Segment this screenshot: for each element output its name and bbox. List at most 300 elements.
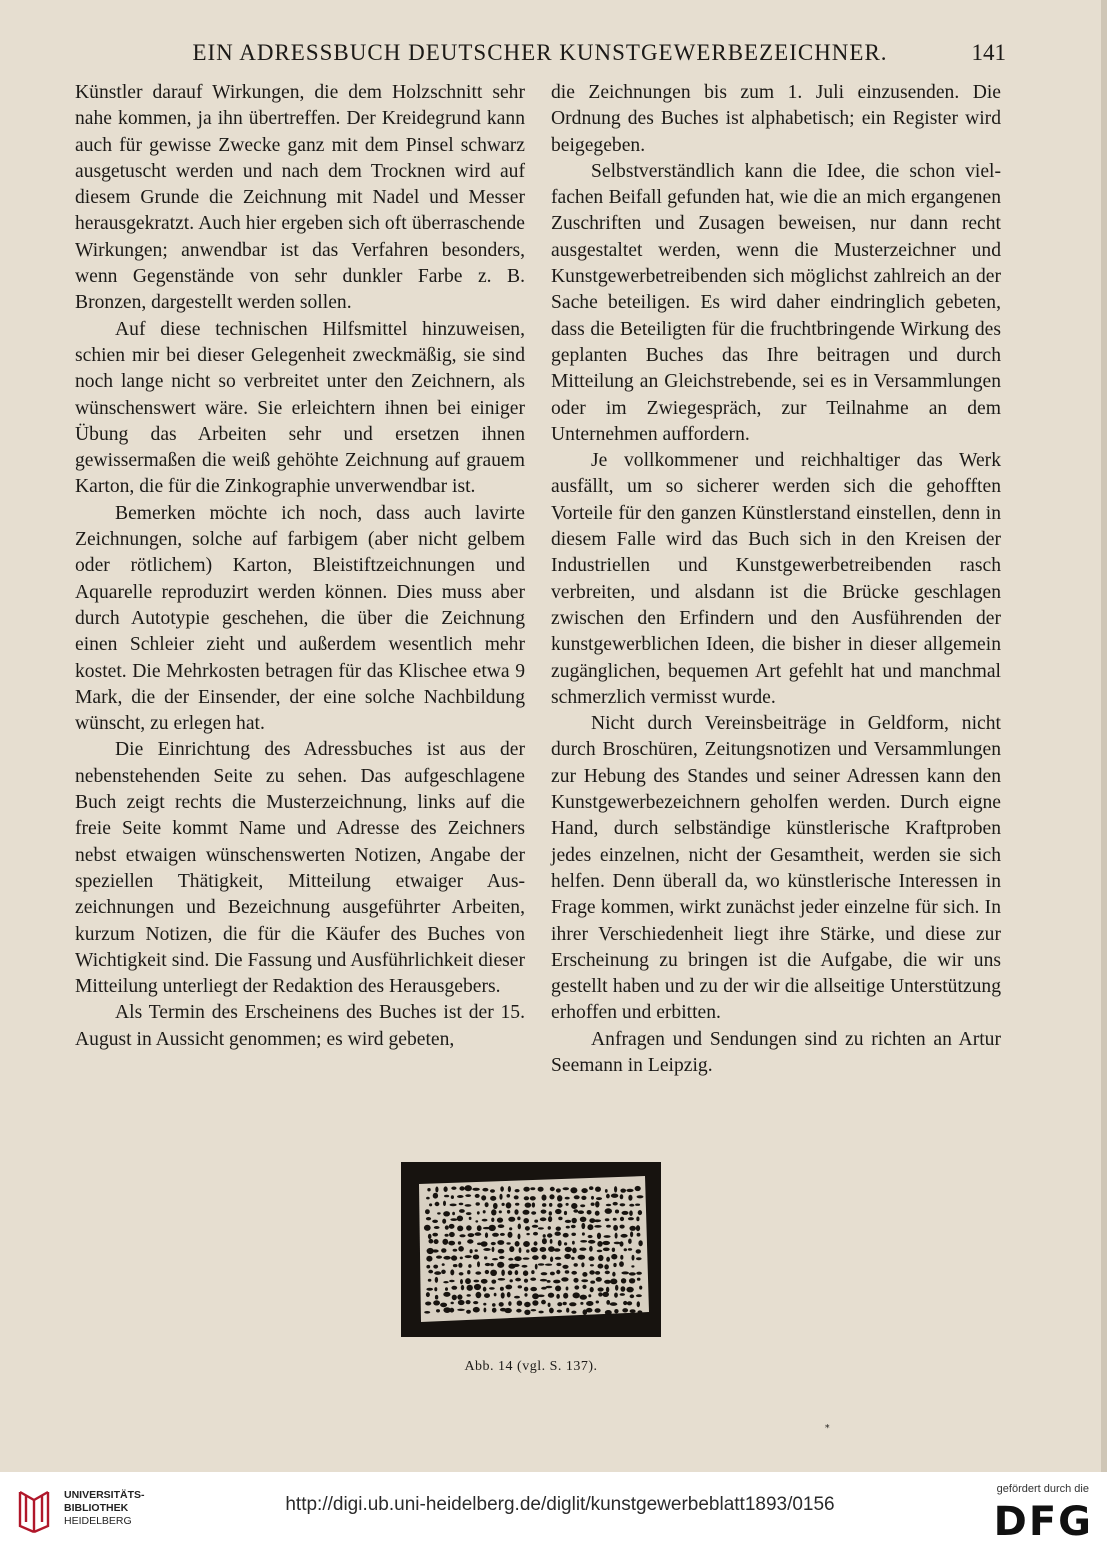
lace-hole [475,1220,478,1222]
lace-hole [481,1241,488,1247]
lace-hole [605,1310,612,1315]
lace-hole [433,1300,440,1305]
lace-hole [637,1301,640,1307]
lace-hole [636,1294,642,1297]
lace-hole [434,1271,441,1275]
lace-hole [485,1263,491,1266]
lace-hole [518,1285,522,1288]
lace-hole [550,1272,555,1276]
lace-hole [524,1302,531,1307]
lace-hole [582,1272,587,1277]
lace-hole [499,1210,502,1213]
lace-hole [444,1186,448,1192]
lace-hole [606,1257,610,1262]
lace-hole [465,1255,472,1258]
lace-hole [591,1203,595,1206]
lace-hole [540,1279,547,1282]
lace-hole [578,1210,584,1214]
lace-hole [620,1293,625,1296]
lace-hole [477,1261,480,1267]
lace-hole [555,1209,562,1214]
lace-hole [491,1280,496,1284]
lace-hole [484,1293,490,1298]
lace-hole [433,1193,438,1199]
lace-hole [426,1292,430,1297]
lace-hole [523,1257,530,1259]
lace-hole [638,1210,642,1215]
lace-hole [445,1287,448,1291]
lace-hole [581,1223,585,1229]
lace-hole [442,1263,445,1266]
lace-hole [596,1301,599,1304]
lace-hole [434,1287,437,1291]
lace-hole [524,1287,528,1292]
lace-hole [476,1202,480,1205]
lace-hole [548,1216,552,1222]
lace-hole [518,1234,521,1240]
lace-hole [620,1203,626,1206]
lace-hole [565,1247,572,1252]
lace-hole [523,1241,530,1247]
lace-hole [558,1217,562,1221]
lace-hole [549,1194,554,1199]
lace-hole [566,1203,569,1206]
lace-hole [530,1278,536,1281]
lace-hole [500,1287,504,1291]
lace-hole [493,1203,498,1209]
lace-hole [602,1241,610,1245]
lace-hole [621,1286,626,1292]
left-column [75,80,525,1053]
lace-hole [588,1235,593,1238]
lace-hole [550,1256,553,1262]
lace-hole [515,1241,520,1247]
figure-caption: Abb. 14 (vgl. S. 137). [464,1359,598,1374]
lace-hole [435,1202,440,1206]
lace-hole [506,1242,510,1244]
lace-hole [500,1186,504,1191]
lace-hole [621,1271,629,1274]
lace-hole [557,1195,562,1201]
lace-hole [561,1277,568,1281]
lace-hole [465,1194,471,1197]
lace-hole [491,1242,496,1245]
lace-hole [628,1195,632,1201]
lace-hole [605,1218,610,1221]
lace-hole [566,1226,570,1229]
lace-hole [513,1264,520,1267]
lace-hole [507,1292,511,1298]
lace-hole [621,1234,628,1238]
lace-hole [639,1286,642,1290]
lace-hole [606,1287,609,1293]
lace-hole [571,1257,574,1260]
lace-hole [492,1233,499,1237]
lace-hole [635,1186,641,1191]
library-name-line: UNIVERSITÄTS- [64,1489,145,1501]
lace-hole [629,1210,633,1216]
lace-hole [475,1232,482,1236]
right-column [551,80,1001,1079]
lace-hole [550,1239,553,1244]
page-edge [1101,0,1107,1472]
lace-hole [540,1217,547,1221]
lace-hole [537,1295,544,1298]
lace-hole [435,1295,438,1300]
lace-hole [494,1293,497,1297]
lace-hole [453,1264,458,1267]
footer-bar [0,1472,1107,1551]
lace-hole [517,1301,523,1306]
lace-hole [475,1249,478,1252]
lace-hole [541,1300,546,1305]
lace-hole [429,1239,434,1244]
lace-hole [606,1225,611,1228]
lace-hole [542,1255,547,1260]
funding-note: gefördert durch die [996,1483,1089,1495]
lace-hole [581,1279,588,1282]
running-title: EIN ADRESSBUCH DEUTSCHER KUNSTGEWERBEZEICHNER. [192,40,888,65]
lace-hole [476,1292,482,1298]
lace-hole [526,1233,529,1235]
lace-hole [556,1263,561,1266]
lace-hole [531,1270,534,1274]
lace-hole [627,1301,632,1305]
lace-hole [491,1218,494,1222]
lace-hole [590,1281,595,1284]
lace-hole [450,1218,457,1221]
lace-hole [433,1265,438,1269]
lace-hole [548,1226,551,1230]
lace-hole [628,1248,632,1251]
lace-hole [472,1188,479,1191]
lace-hole [636,1225,640,1231]
lace-hole [489,1225,496,1231]
lace-hole [435,1187,438,1193]
lace-hole [547,1233,552,1237]
lace-hole [550,1187,555,1191]
lace-hole [573,1278,578,1283]
lace-hole [425,1209,430,1214]
lace-hole [590,1264,594,1266]
lace-hole [468,1264,471,1268]
lace-hole [538,1187,544,1192]
lace-hole [465,1204,472,1207]
lace-hole [630,1294,635,1298]
lace-hole [581,1188,587,1193]
lace-hole [556,1227,561,1231]
lace-hole [532,1225,538,1228]
lace-figure [401,1162,661,1337]
lace-hole [426,1256,432,1262]
lace-hole [515,1278,521,1282]
lace-hole [604,1235,611,1238]
lace-hole [557,1310,562,1313]
lace-hole [491,1209,496,1215]
lace-hole [524,1279,528,1283]
lace-hole [545,1264,552,1266]
lace-hole [571,1225,576,1228]
lace-hole [595,1187,601,1192]
lace-hole [490,1270,497,1276]
lace-hole [441,1270,446,1274]
lace-hole [590,1287,594,1292]
library-name-line: BIBLIOTHEK [64,1502,129,1514]
lace-hole [449,1224,455,1229]
lace-hole [533,1232,538,1236]
lace-hole [473,1301,478,1304]
lace-hole [525,1203,532,1208]
lace-hole [434,1239,439,1244]
lace-hole [613,1225,618,1231]
lace-hole [445,1234,449,1237]
lace-hole [443,1281,448,1283]
lace-hole [508,1217,515,1222]
lace-hole [629,1226,636,1231]
library-name-line: HEIDELBERG [64,1515,132,1527]
lace-hole [614,1309,618,1313]
paragraph: Die Einrichtung des Adressbuches ist aus der nebenstehenden Seite zu sehen. Das aufgeschlagene Buch zeigt rechts die Musterzeichnung, links auf die freie Seite kommt Name und Adresse des Zeichners nebst etwaigen wünschenswerten Notizen, Angabe der speziellen Thätigkeit, Mitteilung etwaiger Auszeichnungen und Bezeichnung ausgeführter Arbeiten, kurzum Notizen, die für die Käufer des Buches von Wichtigkeit sind. Die Fassung und Ausführlichkeit dieser Mitteilung unterliegt der Redaktion des Herausgebers. [75,739,525,998]
lace-hole [605,1271,610,1275]
lace-hole [507,1194,511,1198]
lace-hole [466,1300,471,1304]
lace-hole [531,1247,538,1252]
lace-hole [556,1188,561,1192]
lace-hole [564,1254,571,1259]
lace-hole [483,1248,490,1251]
lace-hole [595,1201,599,1207]
lace-hole [435,1277,438,1283]
lace-hole [614,1242,621,1245]
lace-hole [615,1233,618,1239]
lace-hole [442,1219,446,1224]
lace-hole [518,1224,521,1230]
lace-hole [626,1189,633,1192]
lace-hole [499,1194,502,1200]
lace-hole [563,1233,569,1238]
lace-hole [606,1204,611,1207]
lace-hole [452,1212,455,1216]
lace-hole [558,1240,562,1246]
lace-hole [485,1232,488,1238]
lace-hole [574,1263,578,1267]
lace-hole [620,1225,625,1229]
lace-hole [566,1308,569,1313]
lace-hole [630,1231,633,1237]
lace-hole [501,1292,505,1298]
lace-hole [603,1248,610,1252]
lace-hole [436,1309,440,1312]
lace-hole [469,1217,472,1220]
lace-hole [636,1272,642,1275]
lace-hole [475,1271,481,1274]
lace-hole [564,1242,567,1245]
lace-hole [610,1302,618,1306]
lace-hole [538,1227,544,1229]
lace-hole [621,1278,626,1283]
paragraph: Nicht durch Vereinsbeiträge in Geldform, nicht durch Broschüren, Zeitungsnotizen und Versammlungen zur Hebung des Standes und seiner Adressen kann den Kunstgewerbezeichnern geholfen werden. Durch eigne Hand, durch selbständige künstlerische Kraftproben jedes einzelnen, nicht der Gesamtheit, werden sie sich helfen. Denn überall da, wo künstlerische Interessen in Frage kommen, wirkt zunächst jeder einzelne für sich. In ihrer Verschiedenheit liegt ihre Stärke, und diese zur Erscheinung zu bringen ist die Aufgabe, die wir uns gestellt haben und zu der wir die allseitige Unterstützung erhoffen und erbitten. [551,713,1001,1024]
lace-hole [580,1217,587,1222]
paragraph: Künstler darauf Wirkungen, die dem Holzschnitt sehr nahe kommen, ja ihn übertreffen. Der Kreidegrund kann auch für gewisse Zwecke ganz mit dem Pinsel schwarz ausgetuscht werden und nach dem Trocknen wird auf diesem Grunde die Zeichnung mit Nadel und Messer herausgekratzt. Auch hier ergeben sich oft überraschende Wirkungen; anwendbar ist das Verfahren besonders, wenn Gegenstände von sehr dunkler Farbe z. B. Bronzen, dargestellt werden sollen. [75,82,525,314]
lace-hole [615,1285,618,1291]
dfg-logo: DFG [993,1499,1093,1545]
lace-hole [516,1309,521,1313]
lace-hole [490,1189,495,1192]
lace-hole [614,1186,617,1192]
lace-hole [530,1287,537,1291]
lace-hole [589,1270,595,1274]
lace-hole [499,1302,504,1307]
lace-hole [514,1195,519,1199]
lace-hole [523,1210,530,1215]
lace-hole [571,1311,576,1314]
lace-hole [508,1232,513,1238]
lace-hole [546,1286,553,1289]
lace-hole [466,1212,472,1215]
lace-hole [637,1195,644,1198]
lace-hole [450,1269,454,1275]
lace-hole [548,1303,551,1307]
lace-hole [595,1308,601,1313]
lace-hole [579,1248,586,1251]
lace-hole [532,1300,538,1306]
lace-hole [565,1270,570,1273]
lace-hole [563,1187,569,1190]
lace-hole [427,1188,430,1191]
lace-hole [566,1287,569,1291]
lace-hole [453,1249,458,1252]
lace-hole [612,1248,615,1252]
lace-hole [532,1255,539,1260]
lace-hole [597,1241,602,1247]
lace-hole [611,1194,618,1198]
lace-hole [506,1202,512,1208]
lace-hole [571,1203,577,1209]
lace-hole [477,1211,480,1214]
lace-hole [563,1293,568,1299]
lace-hole [510,1279,513,1282]
lace-hole [497,1218,503,1223]
lace-hole [572,1241,575,1245]
lace-hole [604,1280,611,1284]
lace-hole [428,1270,433,1274]
lace-hole [605,1208,612,1214]
paragraph: Anfragen und Sendungen sind zu richten an Artur Seemann in Leipzig. [551,1028,1001,1076]
lace-hole [441,1248,446,1253]
lace-hole [475,1194,480,1198]
lace-hole [556,1270,560,1274]
lace-hole [554,1248,561,1251]
lace-hole [459,1203,464,1206]
lace-hole [580,1302,583,1305]
source-url-link[interactable]: http://digi.ub.uni-heidelberg.de/diglit/kunstgewerbeblatt1893/0156 [285,1494,835,1515]
lace-hole [535,1264,538,1270]
lace-hole [556,1294,560,1299]
lace-hole [457,1195,464,1198]
lace-hole [459,1186,464,1190]
lace-hole [501,1270,505,1276]
lace-hole [523,1187,529,1192]
lace-hole [457,1309,465,1311]
lace-hole [635,1204,640,1206]
lace-hole [459,1234,465,1237]
lace-hole [443,1292,450,1297]
lace-hole [574,1285,579,1289]
library-name [64,1489,145,1528]
lace-hole [482,1188,488,1192]
lace-hole [615,1210,619,1214]
lace-hole [484,1256,487,1259]
lace-hole [629,1204,634,1207]
lace-hole [517,1217,520,1221]
lace-hole [571,1271,577,1275]
lace-hole [538,1263,545,1266]
lace-hole [483,1303,486,1306]
lace-hole [548,1246,555,1252]
lace-hole [467,1294,471,1297]
lace-hole [613,1218,617,1221]
lace-hole [542,1238,547,1244]
lace-hole [538,1311,543,1314]
lace-hole [524,1196,529,1200]
lace-hole [597,1250,603,1253]
lace-hole [515,1270,519,1275]
lace-hole [442,1239,448,1245]
lace-hole [629,1278,635,1283]
lace-hole [637,1278,641,1281]
lace-hole [459,1272,464,1275]
lace-hole [508,1186,511,1192]
lace-hole [432,1233,438,1237]
lace-hole [589,1256,595,1261]
page-number: 141 [971,40,1006,65]
lace-hole [596,1277,602,1282]
lace-hole [613,1202,618,1206]
lace-hole [500,1233,505,1236]
lace-hole [473,1255,479,1260]
lace-hole [628,1217,634,1220]
lace-hole [437,1212,441,1214]
lace-hole [543,1234,546,1238]
lace-hole [620,1255,623,1260]
lace-hole [573,1292,580,1298]
lace-hole [508,1258,513,1261]
lace-hole [451,1187,456,1190]
lace-hole [514,1256,521,1261]
lace-hole [425,1302,431,1306]
lace-hole [449,1232,455,1237]
lace-hole [443,1201,446,1206]
lace-hole [473,1280,479,1283]
lace-hole [555,1286,561,1292]
lace-hole [557,1203,562,1208]
lace-hole [477,1225,482,1231]
lace-hole [451,1195,454,1199]
lace-hole [458,1241,461,1244]
lace-hole [569,1302,576,1306]
lace-hole [474,1284,481,1290]
lace-hole [498,1249,505,1254]
lace-hole [581,1262,584,1267]
lace-hole [514,1296,520,1299]
lace-hole [565,1197,570,1200]
lace-hole [461,1285,464,1290]
lace-hole [443,1256,450,1260]
lace-hole [497,1240,504,1245]
lace-hole [484,1308,487,1313]
lace-hole [451,1286,457,1290]
stray-mark: * [825,1424,830,1434]
